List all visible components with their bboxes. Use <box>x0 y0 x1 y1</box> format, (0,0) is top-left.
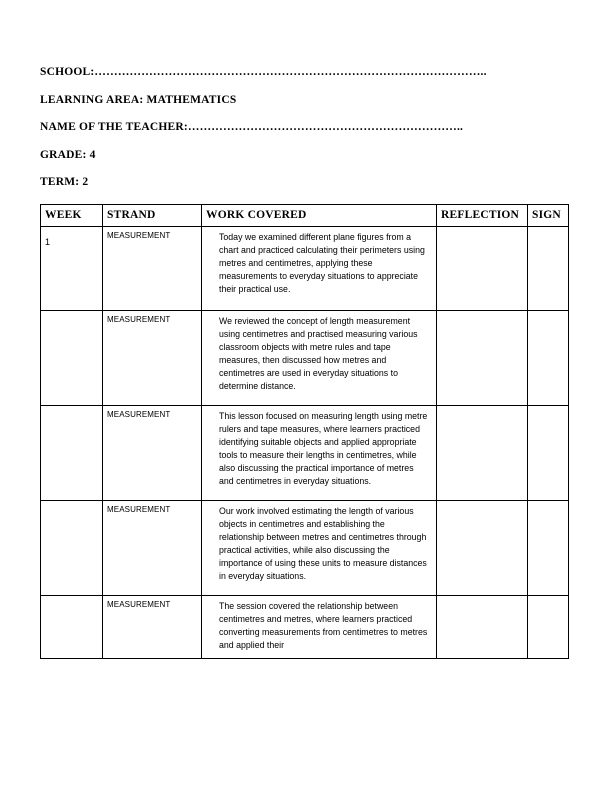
sign-cell <box>528 500 569 595</box>
table-row <box>41 310 569 405</box>
col-header-reflection: REFLECTION <box>437 204 528 226</box>
table-header-row <box>41 204 569 226</box>
week-cell <box>41 500 103 595</box>
reflection-cell <box>437 595 528 658</box>
reflection-cell <box>437 500 528 595</box>
week-cell <box>41 405 103 500</box>
work-covered-cell: Our work involved estimating the length of various objects in centimetres and establishing the relationship between metres and centimetres through practical activities, while also discussing the importance of using these units to measure distances in everyday situations. <box>202 500 437 595</box>
col-header-week: WEEK <box>41 204 103 226</box>
sign-cell <box>528 226 569 310</box>
strand-cell: MEASUREMENT <box>103 405 202 500</box>
teacher-name-line: NAME OF THE TEACHER:…………………………………………………………….. <box>40 121 464 133</box>
table-row <box>41 500 569 595</box>
week-cell <box>41 595 103 658</box>
work-covered-cell: The session covered the relationship between centimetres and metres, where learners practiced converting measurements from centimetres to metres and applied their <box>202 595 437 658</box>
col-header-strand: STRAND <box>103 204 202 226</box>
term-line: TERM: 2 <box>40 176 89 188</box>
table-row <box>41 405 569 500</box>
week-cell <box>41 310 103 405</box>
sign-cell <box>528 310 569 405</box>
sign-cell <box>528 405 569 500</box>
learning-area-line: LEARNING AREA: MATHEMATICS <box>40 93 237 106</box>
sign-cell <box>528 595 569 658</box>
col-header-sign: SIGN <box>528 204 569 226</box>
strand-cell: MEASUREMENT <box>103 595 202 658</box>
grade-line: GRADE: 4 <box>40 148 96 161</box>
scheme-of-work-table <box>40 204 569 659</box>
work-covered-cell: We reviewed the concept of length measurement using centimetres and practised measuring various classroom objects with metre rules and tape measures, then discussed how metres and centimetres are used in everyday situations to determine distance. <box>202 310 437 405</box>
work-covered-cell: Today we examined different plane figures from a chart and practiced calculating their perimeters using metres and centimetres, applying these measurements to everyday situations to appreciate their practical use. <box>202 226 437 310</box>
work-covered-cell: This lesson focused on measuring length using metre rulers and tape measures, where learners practiced identifying suitable objects and applied appropriate tools to measure their lengths in centimetres, while also discussing the practical importance of metres and centimetres in everyday situations. <box>202 405 437 500</box>
reflection-cell <box>437 310 528 405</box>
reflection-cell <box>437 405 528 500</box>
table-row <box>41 226 569 310</box>
strand-cell: MEASUREMENT <box>103 500 202 595</box>
strand-cell: MEASUREMENT <box>103 226 202 310</box>
week-cell: 1 <box>41 226 103 310</box>
reflection-cell <box>437 226 528 310</box>
strand-cell: MEASUREMENT <box>103 310 202 405</box>
table-row <box>41 595 569 658</box>
school-line: SCHOOL:……………………………………………………………………………………….. <box>40 66 487 78</box>
col-header-work-covered: WORK COVERED <box>202 204 437 226</box>
